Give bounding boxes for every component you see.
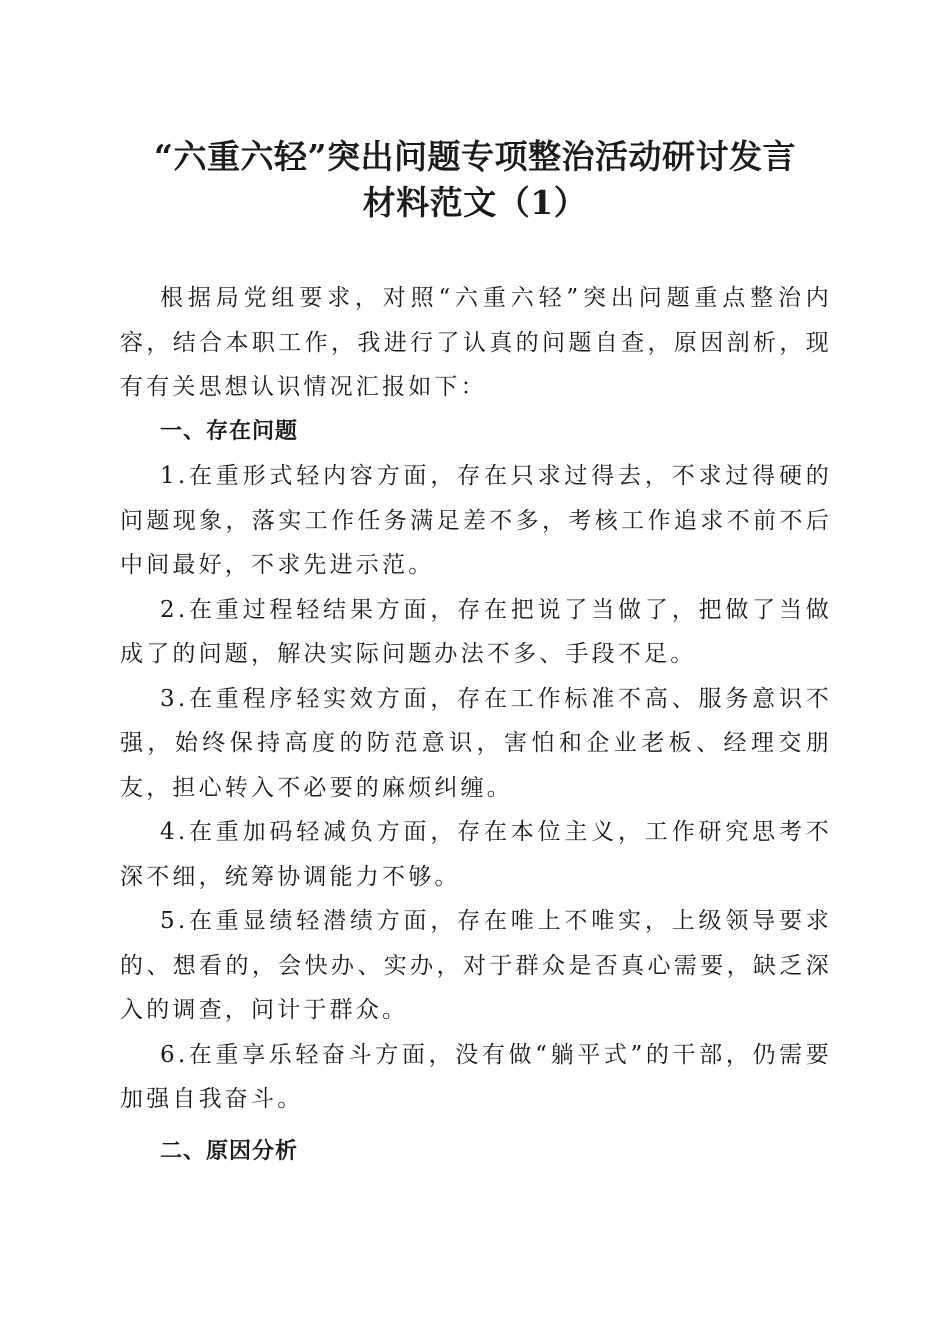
problem-item-4: 4.在重加码轻减负方面，存在本位主义，工作研究思考不深不细，统筹协调能力不够。	[120, 819, 832, 890]
problem-item-3: 3.在重程序轻实效方面，存在工作标准不高、服务意识不强，始终保持高度的防范意识，害怕和企业老板、经理交朋友，担心转入不必要的麻烦纠缠。	[120, 685, 832, 801]
document-title-line-1: “六重六轻”突出问题专项整治活动研讨发言	[154, 137, 796, 176]
section-heading-causes: 二、原因分析	[160, 1138, 299, 1164]
problem-item-5: 5.在重显绩轻潜绩方面，存在唯上不唯实，上级领导要求的、想看的，会快办、实办，对于群众是否真心需要，缺乏深入的调查，问计于群众。	[120, 908, 832, 1023]
problem-item-6: 6.在重享乐轻奋斗方面，没有做“躺平式”的干部，仍需要加强自我奋斗。	[120, 1041, 832, 1112]
problem-item-2: 2.在重过程轻结果方面，存在把说了当做了，把做了当做成了的问题，解决实际问题办法不多、手段不足。	[120, 596, 832, 667]
intro-paragraph: 根据局党组要求，对照“六重六轻”突出问题重点整治内容，结合本职工作，我进行了认真的问题自查，原因剖析，现有有关思想认识情况汇报如下：	[120, 285, 832, 400]
section-heading-problems: 一、存在问题	[160, 418, 299, 444]
problem-item-1: 1.在重形式轻内容方面，存在只求过得去，不求过得硬的问题现象，落实工作任务满足差不多，考核工作追求不前不后中间最好，不求先进示范。	[120, 463, 832, 578]
document-title-line-2: 材料范文（1）	[362, 183, 588, 222]
document-title	[120, 134, 830, 226]
document-body	[120, 276, 832, 1174]
